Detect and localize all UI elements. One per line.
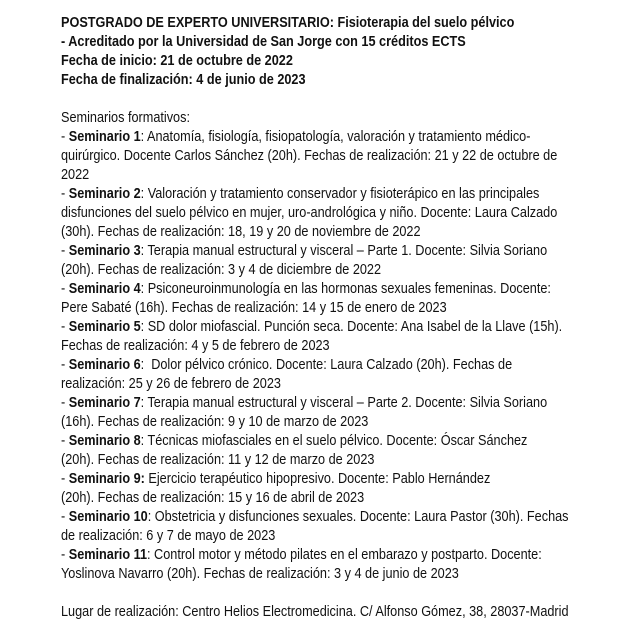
spacer — [61, 89, 569, 108]
seminar-item — [61, 317, 569, 355]
seminar-text: (20h). Fechas de realización: 3 y 4 de diciembre de 2022 — [61, 261, 382, 278]
bullet-dash: - — [61, 318, 69, 335]
seminar-item — [61, 127, 569, 184]
bullet-dash: - — [61, 356, 69, 373]
seminar-item — [61, 545, 569, 583]
seminar-item — [61, 431, 569, 469]
seminar-text: (20h). Fechas de realización: 15 y 16 de abril de 2023 — [61, 489, 365, 506]
seminar-text: : Control motor y método pilates en el embarazo y postparto. Docente: — [147, 546, 542, 563]
seminar-text: : Terapia manual estructural y visceral – Parte 2. Docente: Silvia Soriano — [140, 394, 548, 411]
seminar-text: realización: 25 y 26 de febrero de 2023 — [61, 375, 281, 392]
spacer — [61, 583, 569, 602]
accreditation: - Acreditado por la Universidad de San Jorge con 15 créditos ECTS — [61, 33, 466, 50]
seminar-text: Yoslinova Navarro (20h). Fechas de realización: 3 y 4 de junio de 2023 — [61, 565, 459, 582]
seminar-label: Seminario 3 — [68, 242, 141, 259]
document-body — [61, 13, 569, 621]
bullet-dash: - — [61, 128, 69, 145]
seminar-text: Ejercicio terapéutico hipopresivo. Docente: Pablo Hernández — [144, 470, 491, 487]
start-date: Fecha de inicio: 21 de octubre de 2022 — [61, 52, 293, 69]
seminar-label: Seminario 8 — [68, 432, 141, 449]
bullet-dash: - — [61, 432, 69, 449]
seminar-text: : Anatomía, fisiología, fisiopatología, valoración y tratamiento médico- — [140, 128, 531, 145]
seminar-label: Seminario 7 — [68, 394, 141, 411]
seminar-label: Seminario 11 — [68, 546, 148, 563]
seminar-text: disfunciones del suelo pélvico en mujer, uro-andrológica y niño. Docente: Laura Calzado — [61, 204, 558, 221]
seminar-item — [61, 279, 569, 317]
course-title-label: POSTGRADO DE EXPERTO UNIVERSITARIO: — [61, 14, 334, 31]
seminar-label: Seminario 4 — [68, 280, 141, 297]
seminar-text: (30h). Fechas de realización: 18, 19 y 20 de noviembre de 2022 — [61, 223, 421, 240]
seminars-heading: Seminarios formativos: — [61, 109, 190, 126]
seminar-text: (20h). Fechas de realización: 11 y 12 de marzo de 2023 — [61, 451, 375, 468]
seminar-text: Fechas de realización: 4 y 5 de febrero de 2023 — [61, 337, 330, 354]
seminar-text: : Obstetricia y disfunciones sexuales. Docente: Laura Pastor (30h). Fechas — [147, 508, 569, 525]
seminar-item — [61, 184, 569, 241]
seminar-item — [61, 241, 569, 279]
seminar-text: 2022 — [61, 166, 90, 183]
seminar-item — [61, 469, 569, 507]
seminar-text: Pere Sabaté (16h). Fechas de realización: 14 y 15 de enero de 2023 — [61, 299, 447, 316]
seminar-label: Seminario 10 — [68, 508, 148, 525]
bullet-dash: - — [61, 185, 69, 202]
seminar-label: Seminario 1 — [68, 128, 141, 145]
location: Lugar de realización: Centro Helios Electromedicina. C/ Alfonso Gómez, 38, 28037-Madrid — [61, 603, 569, 620]
seminar-label: Seminario 5 — [68, 318, 141, 335]
seminar-item — [61, 355, 569, 393]
seminar-text: : Valoración y tratamiento conservador y fisioterápico en las principales — [140, 185, 540, 202]
seminar-item — [61, 507, 569, 545]
bullet-dash: - — [61, 508, 69, 525]
seminar-label: Seminario 6 — [68, 356, 141, 373]
bullet-dash: - — [61, 280, 69, 297]
seminar-text: de realización: 6 y 7 de mayo de 2023 — [61, 527, 276, 544]
seminar-text: : Terapia manual estructural y visceral – Parte 1. Docente: Silvia Soriano — [140, 242, 548, 259]
seminar-text: (16h). Fechas de realización: 9 y 10 de marzo de 2023 — [61, 413, 369, 430]
seminar-text: : Dolor pélvico crónico. Docente: Laura Calzado (20h). Fechas de — [140, 356, 513, 373]
course-title — [61, 13, 569, 32]
seminar-text: : Psiconeuroinmunología en las hormonas sexuales femeninas. Docente: — [140, 280, 551, 297]
course-title-name: Fisioterapia del suelo pélvico — [333, 14, 515, 31]
bullet-dash: - — [61, 242, 69, 259]
seminar-label: Seminario 9: — [68, 470, 145, 487]
seminar-text: : Técnicas miofasciales en el suelo pélvico. Docente: Óscar Sánchez — [140, 432, 528, 449]
bullet-dash: - — [61, 394, 69, 411]
end-date: Fecha de finalización: 4 de junio de 2023 — [61, 71, 306, 88]
seminar-text: : SD dolor miofascial. Punción seca. Docente: Ana Isabel de la Llave (15h). — [140, 318, 563, 335]
seminar-text: quirúrgico. Docente Carlos Sánchez (20h). Fechas de realización: 21 y 22 de octubre de — [61, 147, 558, 164]
seminar-item — [61, 393, 569, 431]
seminar-label: Seminario 2 — [68, 185, 141, 202]
bullet-dash: - — [61, 546, 69, 563]
bullet-dash: - — [61, 470, 69, 487]
